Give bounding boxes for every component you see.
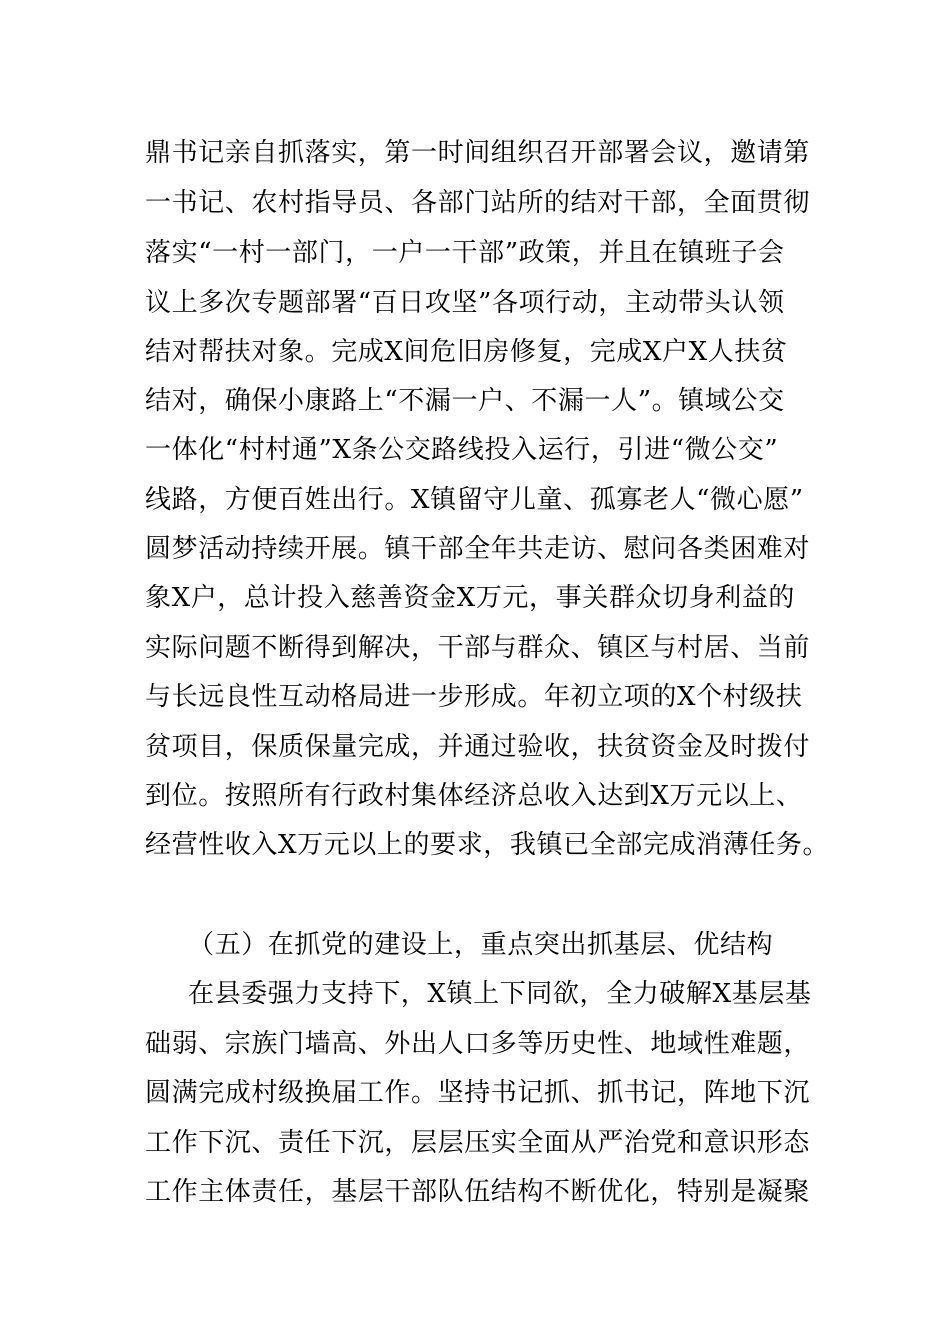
paragraph2-line-3: 圆满完成村级换届工作。坚持书记抓、抓书记，阵地下沉 <box>145 1078 811 1108</box>
paragraph1-line-12: 与长远良性互动格局进一步形成。年初立项的X个村级扶 <box>145 682 803 712</box>
paragraph1-line-15: 经营性收入X万元以上的要求，我镇已全部完成消薄任务。 <box>145 830 830 860</box>
paragraph1-line-11: 实际问题不断得到解决，干部与群众、镇区与村居、当前 <box>145 633 811 663</box>
paragraph1-line-14: 到位。按照所有行政村集体经济总收入达到X万元以上、 <box>145 781 803 811</box>
paragraph2-line-1: 在县委强力支持下，X镇上下同欲，全力破解X基层基 <box>188 979 812 1009</box>
paragraph1-line-7: 一体化“村村通”X条公交路线投入运行，引进“微公交” <box>145 435 779 465</box>
paragraph1-line-5: 结对帮扶对象。完成X间危旧房修复，完成X户X人扶贫 <box>145 337 788 367</box>
paragraph1-line-6: 结对，确保小康路上“不漏一户、不漏一人”。镇域公交 <box>145 386 785 416</box>
paragraph2-line-2: 础弱、宗族门墙高、外出人口多等历史性、地域性难题， <box>145 1029 811 1059</box>
paragraph1-line-1: 鼎书记亲自抓落实，第一时间组织召开部署会议，邀请第 <box>145 138 811 168</box>
section-heading: （五）在抓党的建设上，重点突出抓基层、优结构 <box>188 930 774 960</box>
paragraph1-line-9: 圆梦活动持续开展。镇干部全年共走访、慰问各类困难对 <box>145 534 811 564</box>
paragraph1-line-3: 落实“一村一部门，一户一干部”政策，并且在镇班子会 <box>145 238 785 268</box>
paragraph2-line-4: 工作下沉、责任下沉，层层压实全面从严治党和意识形态 <box>145 1128 811 1158</box>
paragraph1-line-8: 线路，方便百姓出行。X镇留守儿童、孤寡老人“微心愿” <box>145 485 804 515</box>
paragraph1-line-10: 象X户，总计投入慈善资金X万元，事关群众切身利益的 <box>145 583 796 613</box>
paragraph1-line-13: 贫项目，保质保量完成，并通过验收，扶贫资金及时拨付 <box>145 732 811 762</box>
paragraph1-line-2: 一书记、农村指导员、各部门站所的结对干部，全面贯彻 <box>145 188 811 218</box>
paragraph2-line-5: 工作主体责任，基层干部队伍结构不断优化，特别是凝聚 <box>145 1177 811 1207</box>
paragraph1-line-4: 议上多次专题部署“百日攻坚”各项行动，主动带头认领 <box>145 288 785 318</box>
